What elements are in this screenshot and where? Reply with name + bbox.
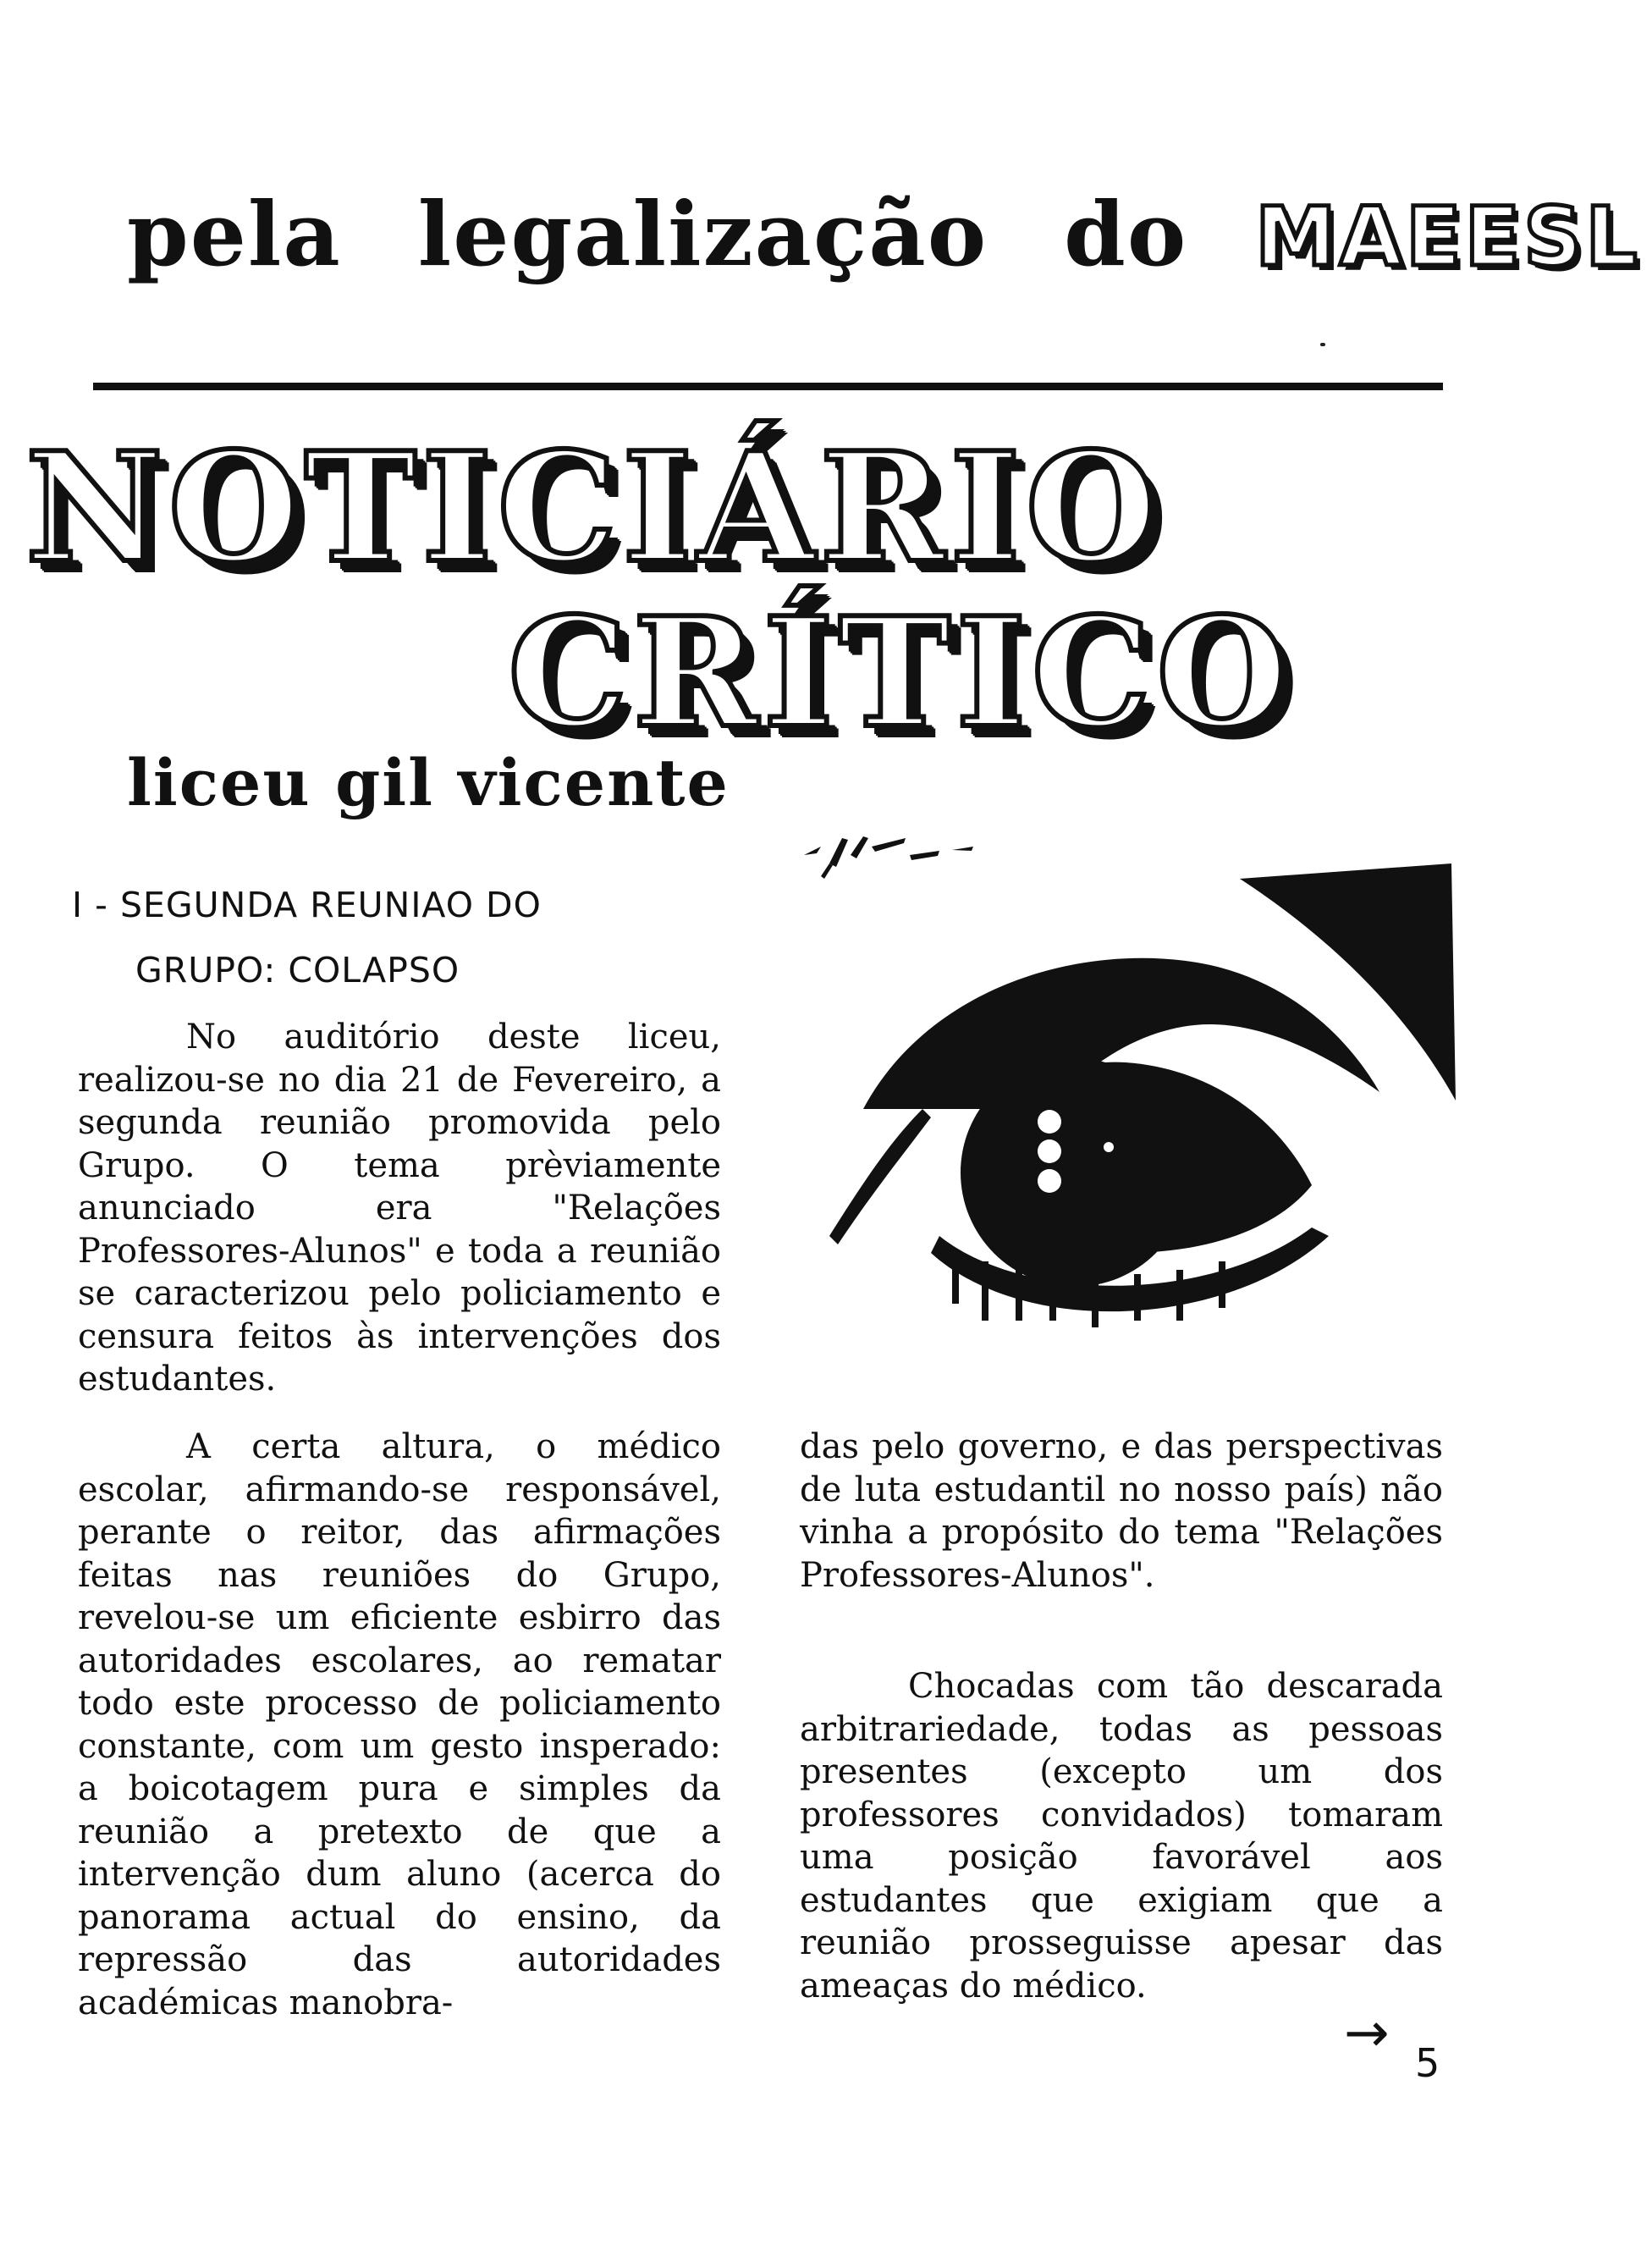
- article-column-2-bottom: [800, 1665, 1443, 2007]
- article-column-1-top: [78, 1016, 721, 1401]
- article-paragraph-2-continued: das pelo governo, e das perspectivas de luta estudantil no nosso país) não vinha a propósito do tema "Relações Professores-Alunos".: [800, 1427, 1443, 1595]
- masthead-line-1: NOTICIÁRIO: [25, 419, 1162, 596]
- article-column-2-top: [800, 1426, 1443, 1597]
- article-paragraph-3: Chocadas com tão descarada arbitrariedade, todas as pessoas presentes (excepto um dos professores convidados) tomaram uma posição favorável aos estudantes que exigiam que a reunião prosseguisse apesar das ameaças do médico.: [800, 1667, 1443, 2005]
- slogan-word-3: do: [1064, 182, 1188, 286]
- slogan-word-2: legalização: [417, 182, 988, 286]
- article-paragraph-2: A certa altura, o médico escolar, afirmando-se responsável, perante o reitor, das afirmações feitas nas reuniões do Grupo, revelou-se um eficiente esbirro das autoridades escolares, ao rematar todo este processo de policiamento constante, com um gesto insperado: a boicotagem pura e simples da reunião a pretexto de que a intervenção dum aluno (acerca do panorama actual do ensino, da repressão das autoridades académicas manobra-: [78, 1427, 721, 2022]
- slogan-word-1: pela: [127, 182, 342, 286]
- eyebrow-strokes: [804, 836, 973, 879]
- pupil-highlights: [1038, 1110, 1061, 1193]
- article-column-1-bottom: [78, 1426, 721, 2024]
- section-title: liceu gil vicente: [127, 745, 730, 820]
- print-speck: [1320, 343, 1325, 346]
- masthead-line-2: CRÍTICO: [508, 584, 1293, 761]
- slogan-mark: MAEESL: [1255, 190, 1641, 284]
- article-subhead-line-2: GRUPO: COLAPSO: [135, 950, 460, 990]
- header-rule: [93, 383, 1443, 390]
- eye-illustration: [770, 830, 1464, 1346]
- lash-spikes: [829, 1109, 931, 1244]
- page-number: 5: [1415, 2040, 1440, 2086]
- article-subhead-line-1: I - SEGUNDA REUNIAO DO: [72, 885, 542, 925]
- header-slogan: [127, 182, 1641, 292]
- article-paragraph-1: No auditório deste liceu, realizou-se no dia 21 de Fevereiro, a segunda reunião promovida pelo Grupo. O tema prèviamente anunciado era "Relações Professores-Alunos" e toda a reunião se caracterizou pelo policiamento e censura feitos às intervenções dos estudantes.: [78, 1018, 721, 1399]
- arrow-right-icon: →: [1344, 2002, 1390, 2065]
